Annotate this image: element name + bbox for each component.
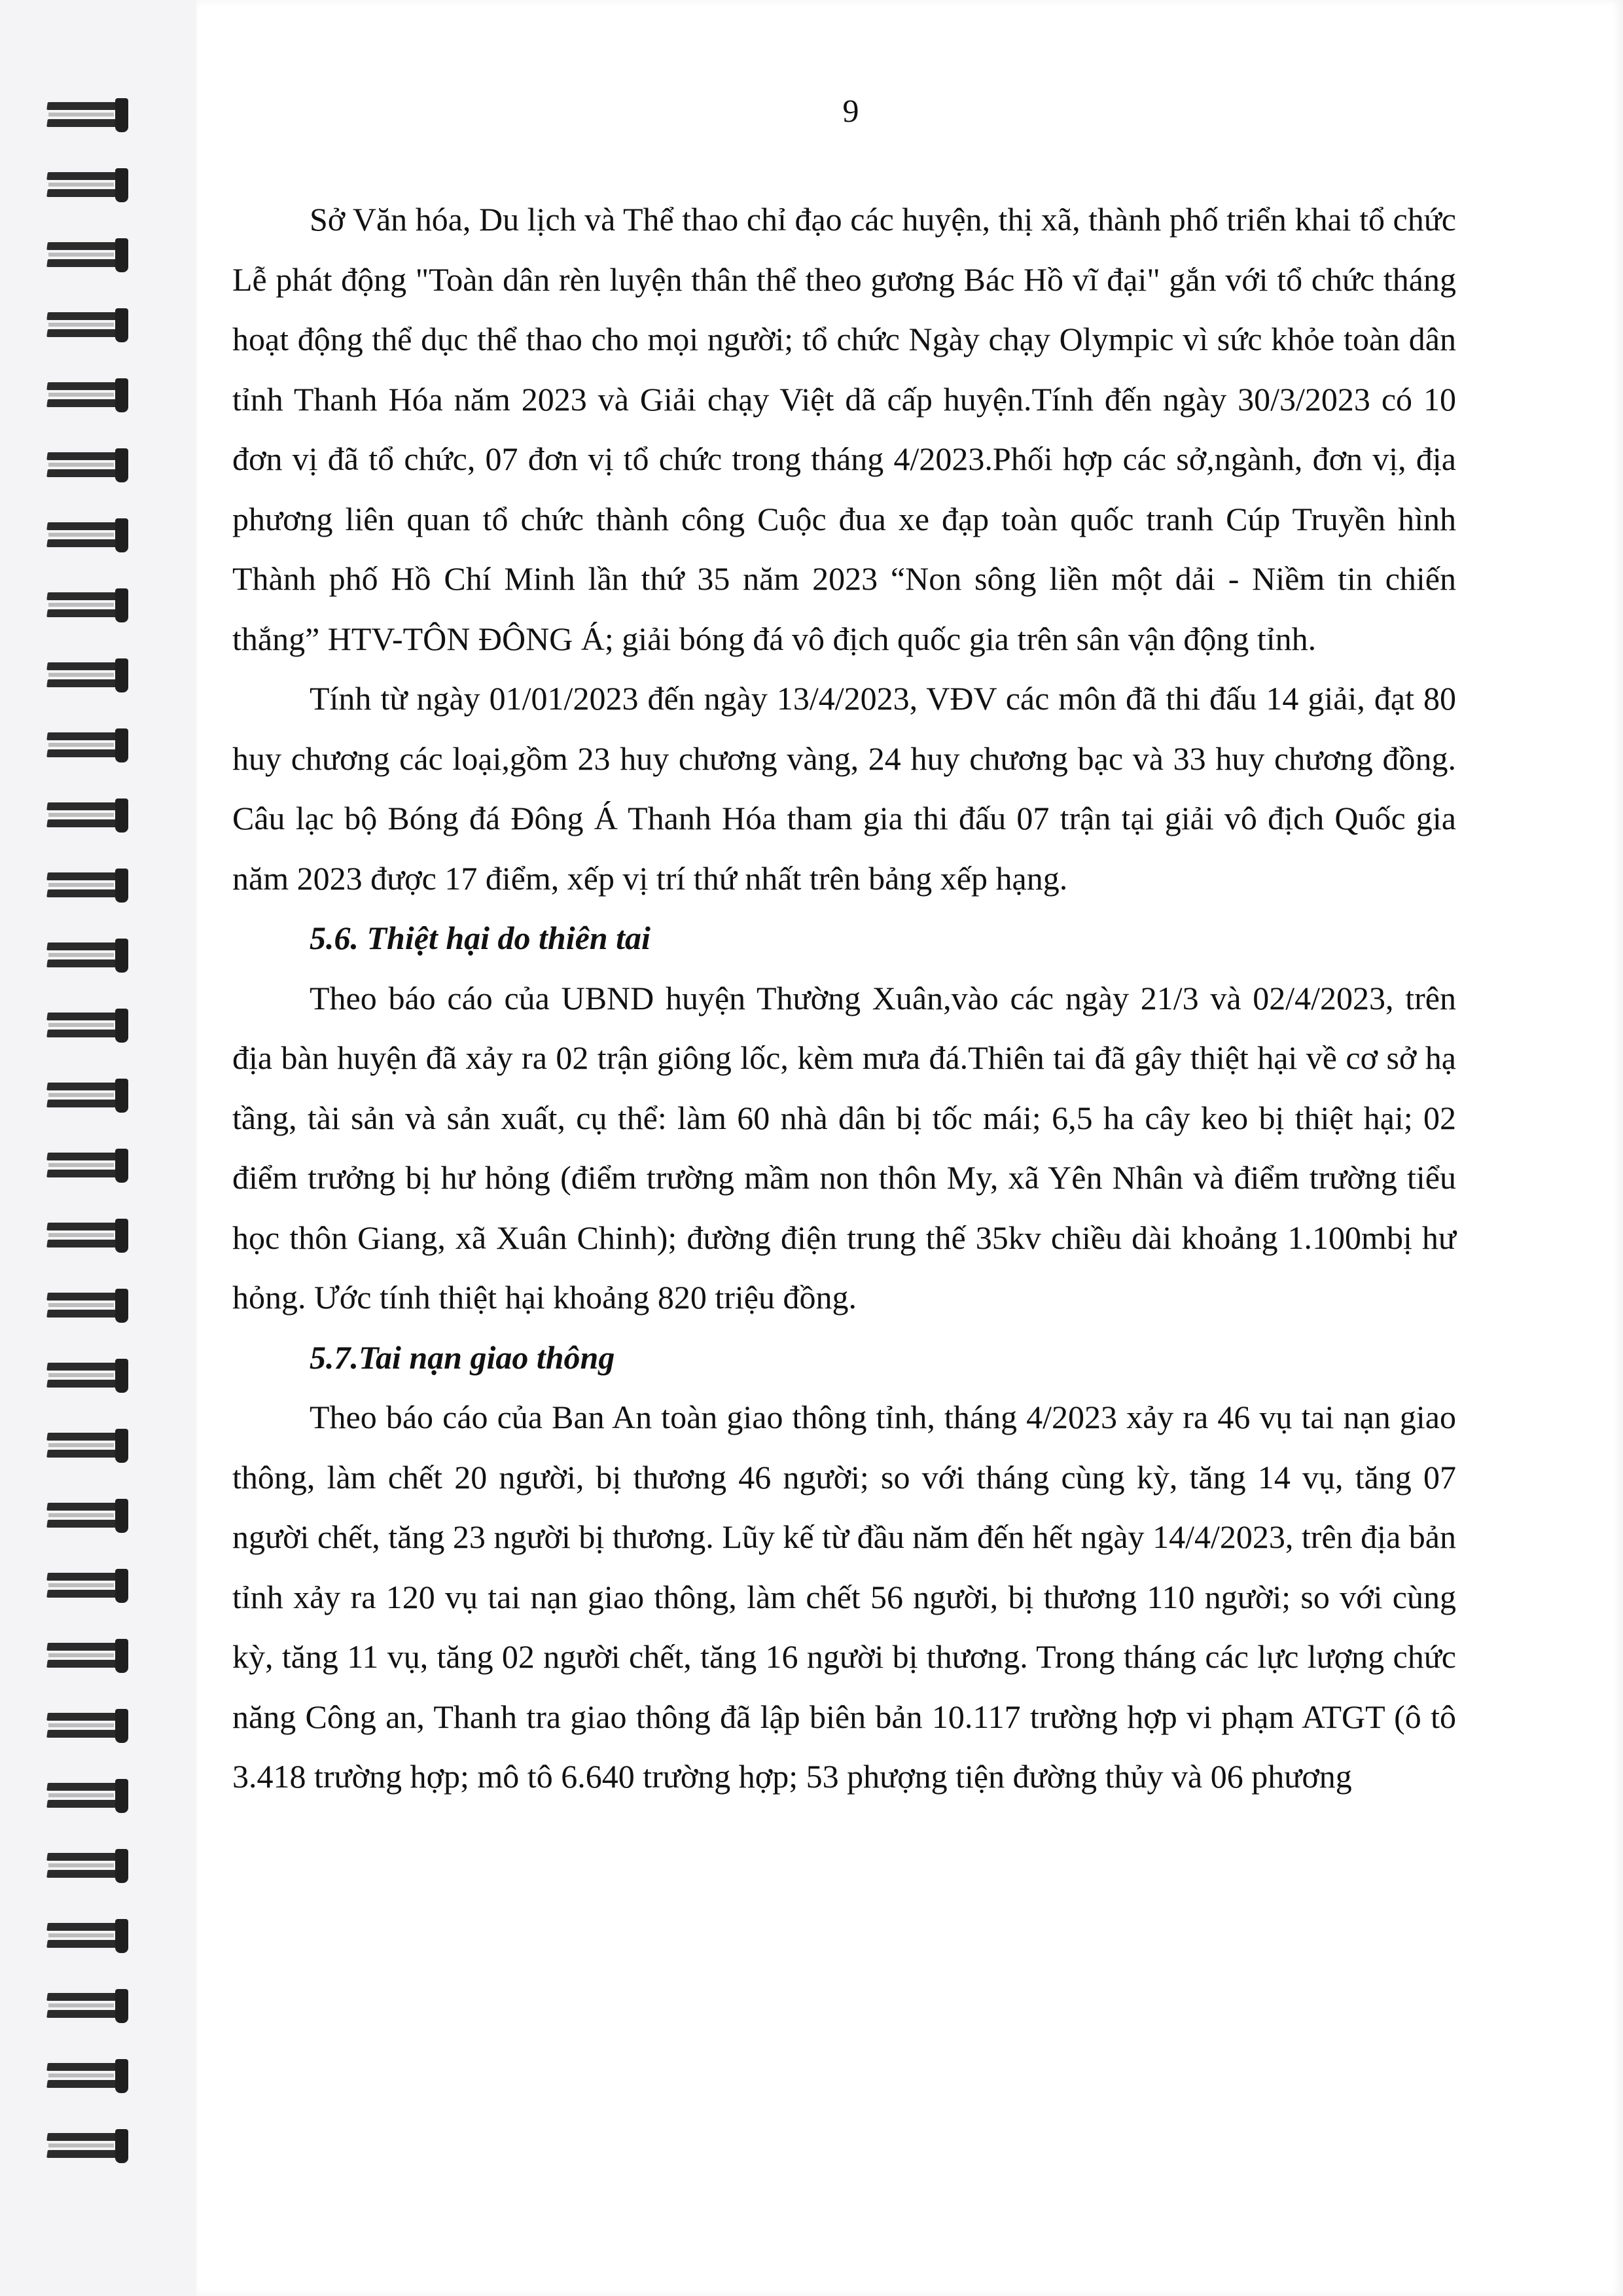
paragraph: Tính từ ngày 01/01/2023 đến ngày 13/4/2023, VĐV các môn đã thi đấu 14 giải, đạt 80 huy chương các loại,gồm 23 huy chương vàng, 24 huy chương bạc và 33 huy chương đồng. Câu lạc bộ Bóng đá Đông Á Thanh Hóa tham gia thi đấu 07 trận tại giải vô địch Quốc gia năm 2023 được 17 điểm, xếp vị trí thứ nhất trên bảng xếp hạng. [232,680,1456,897]
binding-ring [47,1149,132,1187]
section-heading: 5.6. Thiệt hại do thiên tai [310,920,651,956]
binding-ring [47,1989,132,2027]
binding-ring [47,1359,132,1397]
binding-ring [47,238,132,276]
binding-ring [47,168,132,206]
paragraph: Theo báo cáo của UBND huyện Thường Xuân,vào các ngày 21/3 và 02/4/2023, trên địa bàn huyện đã xảy ra 02 trận giông lốc, kèm mưa đá.Thiên tai đã gây thiệt hại về cơ sở hạ tầng, tài sản và sản xuất, cụ thể: làm 60 nhà dân bị tốc mái; 6,5 ha cây keo bị thiệt hại; 02 điểm trưởng bị hư hỏng (điểm trường mầm non thôn My, xã Yên Nhân và điểm trường tiểu học thôn Giang, xã Xuân Chinh); đường điện trung thế 35kv chiều dài khoảng 1.100mbị hư hỏng. Ước tính thiệt hại khoảng 820 triệu đồng. [232,979,1456,1316]
spiral-binding [0,0,196,2296]
binding-ring [47,728,132,766]
binding-ring [47,1499,132,1537]
binding-ring [47,1079,132,1117]
page-number: 9 [842,92,859,129]
binding-ring [47,869,132,906]
binding-ring [47,448,132,486]
binding-ring [47,1849,132,1887]
binding-ring [47,378,132,416]
binding-ring [47,1779,132,1817]
binding-ring [47,1289,132,1327]
binding-ring [47,1569,132,1607]
binding-ring [47,1639,132,1677]
binding-ring [47,1709,132,1747]
binding-ring [47,2129,132,2167]
binding-ring [47,308,132,346]
binding-ring [47,1429,132,1467]
body-text [232,190,1456,1807]
binding-ring [47,939,132,977]
binding-ring [47,1219,132,1257]
binding-ring [47,798,132,836]
binding-ring [47,1009,132,1047]
binding-ring [47,1919,132,1957]
binding-ring [47,518,132,556]
section-heading: 5.7.Tai nạn giao thông [310,1338,615,1376]
binding-ring [47,2059,132,2097]
binding-ring [47,588,132,626]
binding-ring [47,658,132,696]
paragraph: Theo báo cáo của Ban An toàn giao thông tỉnh, tháng 4/2023 xảy ra 46 vụ tai nạn giao thông, làm chết 20 người, bị thương 46 người; so với tháng cùng kỳ, tăng 14 vụ, tăng 07 người chết, tăng 23 người bị thương. Lũy kế từ đầu năm đến hết ngày 14/4/2023, trên địa bản tỉnh xảy ra 120 vụ tai nạn giao thông, làm chết 56 người, bị thương 110 người; so với cùng kỳ, tăng 11 vụ, tăng 02 người chết, tăng 16 người bị thương. Trong tháng các lực lượng chức năng Công an, Thanh tra giao thông đã lập biên bản 10.117 trường hợp vi phạm ATGT (ô tô 3.418 trường hợp; mô tô 6.640 trường hợp; 53 phượng tiện đường thủy và 06 phương [232,1399,1456,1795]
paragraph: Sở Văn hóa, Du lịch và Thể thao chỉ đạo các huyện, thị xã, thành phố triển khai tổ chức Lễ phát động "Toàn dân rèn luyện thân thể theo gương Bác Hồ vĩ đại" gắn với tổ chức tháng hoạt động thể dục thể thao cho mọi người; tổ chức Ngày chạy Olympic vì sức khỏe toàn dân tỉnh Thanh Hóa năm 2023 và Giải chạy Việt dã cấp huyện.Tính đến ngày 30/3/2023 có 10 đơn vị đã tổ chức, 07 đơn vị tổ chức trong tháng 4/2023.Phối hợp các sở,ngành, đơn vị, địa phương liên quan tổ chức thành công Cuộc đua xe đạp toàn quốc tranh Cúp Truyền hình Thành phố Hồ Chí Minh lần thứ 35 năm 2023 “Non sông liền một dải - Niềm tin chiến thắng” HTV-TÔN ĐÔNG Á; giải bóng đá vô địch quốc gia trên sân vận động tỉnh. [232,201,1456,657]
